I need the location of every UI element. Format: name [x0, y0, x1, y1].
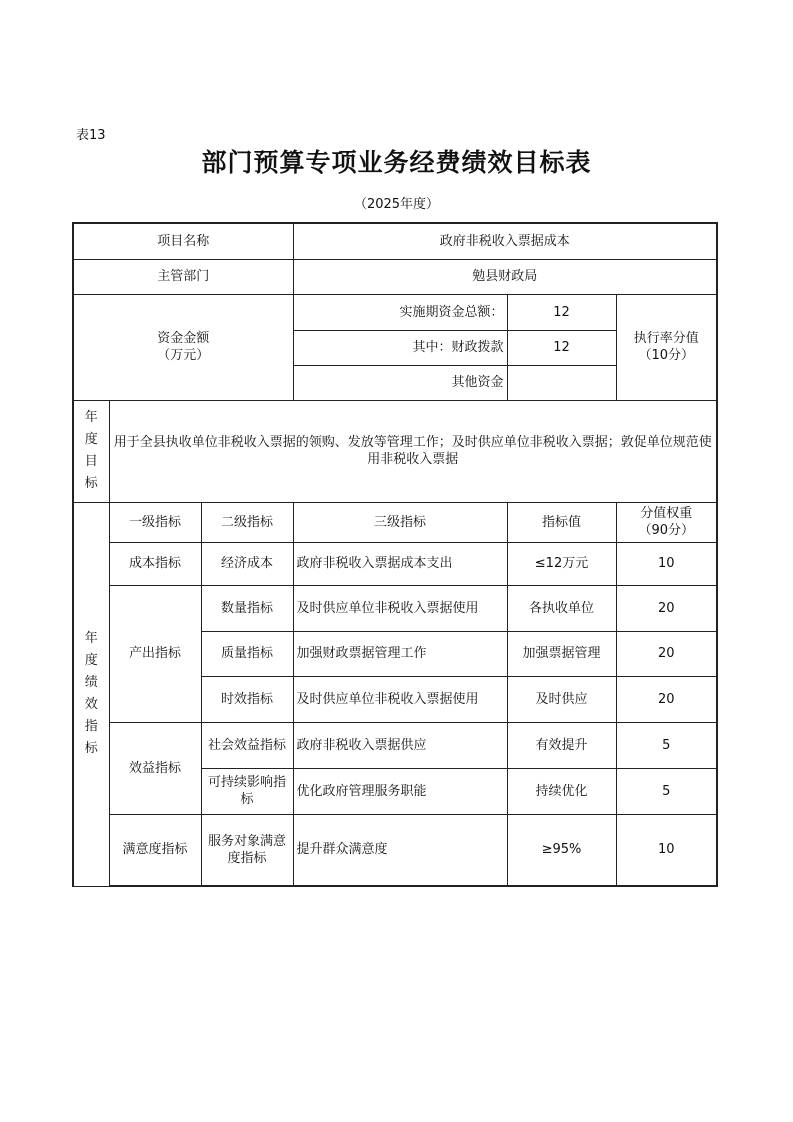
value-cell: 有效提升 [507, 722, 616, 768]
funds-fiscal-label: 其中：财政拨款 [293, 330, 507, 365]
header-weight-sub: （90分） [638, 523, 695, 538]
header-value: 指标值 [507, 502, 616, 542]
execution-score-label: 执行率分值 [633, 331, 699, 346]
funds-total-row [73, 294, 717, 330]
level3-cell: 及时供应单位非税收入票据使用 [293, 676, 507, 722]
execution-score [616, 294, 717, 400]
annual-goal-row [73, 400, 717, 502]
funds-other-value [507, 365, 616, 400]
weight-cell: 20 [616, 631, 717, 676]
funds-unit-text: （万元） [157, 348, 210, 363]
performance-indicators-label-text: 年度绩效指标 [84, 631, 98, 756]
value-cell: ≥95% [507, 814, 616, 886]
level3-cell: 政府非税收入票据成本支出 [293, 542, 507, 585]
table-row [73, 722, 717, 768]
annual-goal-text: 用于全县执收单位非税收入票据的领购、发放等管理工作；及时供应单位非税收入票据；敦促单位规范使用非税收入票据 [109, 400, 717, 502]
level3-cell: 政府非税收入票据供应 [293, 722, 507, 768]
performance-indicators-label [73, 502, 109, 886]
table-number: 表13 [76, 128, 106, 143]
value-cell: 及时供应 [507, 676, 616, 722]
header-level1: 一级指标 [109, 502, 201, 542]
header-level2: 二级指标 [201, 502, 293, 542]
level3-cell: 及时供应单位非税收入票据使用 [293, 585, 507, 631]
department-value: 勉县财政局 [293, 259, 717, 294]
weight-cell: 10 [616, 814, 717, 886]
level2-cell: 经济成本 [201, 542, 293, 585]
level1-cell: 满意度指标 [109, 814, 201, 886]
value-cell: 各执收单位 [507, 585, 616, 631]
funds-total-value: 12 [507, 294, 616, 330]
table-row [73, 542, 717, 585]
performance-table [72, 222, 718, 887]
level3-cell: 提升群众满意度 [293, 814, 507, 886]
level2-cell: 数量指标 [201, 585, 293, 631]
funds-label-text: 资金金额 [157, 331, 210, 346]
level1-cell: 产出指标 [109, 585, 201, 722]
weight-cell: 20 [616, 585, 717, 631]
weight-cell: 5 [616, 768, 717, 814]
table-row [73, 585, 717, 631]
level1-cell: 成本指标 [109, 542, 201, 585]
fiscal-year: （2025年度） [353, 197, 440, 212]
execution-score-value: （10分） [638, 348, 695, 363]
value-cell: 加强票据管理 [507, 631, 616, 676]
header-weight-label: 分值权重 [640, 506, 693, 521]
project-name-value: 政府非税收入票据成本 [293, 223, 717, 259]
level2-cell: 社会效益指标 [201, 722, 293, 768]
level1-cell: 效益指标 [109, 722, 201, 814]
project-name-row [73, 223, 717, 259]
annual-goal-label-text: 年度目标 [84, 410, 98, 491]
project-name-label: 项目名称 [73, 223, 293, 259]
level2-cell: 服务对象满意度指标 [201, 814, 293, 886]
funds-total-label: 实施期资金总额： [293, 294, 507, 330]
table-row [73, 814, 717, 886]
header-level3: 三级指标 [293, 502, 507, 542]
funds-label [73, 294, 293, 400]
header-weight [616, 502, 717, 542]
value-cell: ≤12万元 [507, 542, 616, 585]
annual-goal-label [73, 400, 109, 502]
value-cell: 持续优化 [507, 768, 616, 814]
funds-fiscal-value: 12 [507, 330, 616, 365]
weight-cell: 10 [616, 542, 717, 585]
level3-cell: 优化政府管理服务职能 [293, 768, 507, 814]
department-row [73, 259, 717, 294]
funds-other-label: 其他资金 [293, 365, 507, 400]
level2-cell: 质量指标 [201, 631, 293, 676]
indicator-header-row [73, 502, 717, 542]
level3-cell: 加强财政票据管理工作 [293, 631, 507, 676]
weight-cell: 20 [616, 676, 717, 722]
department-label: 主管部门 [73, 259, 293, 294]
level2-cell: 可持续影响指标 [201, 768, 293, 814]
page-title: 部门预算专项业务经费绩效目标表 [201, 148, 592, 177]
level2-cell: 时效指标 [201, 676, 293, 722]
weight-cell: 5 [616, 722, 717, 768]
